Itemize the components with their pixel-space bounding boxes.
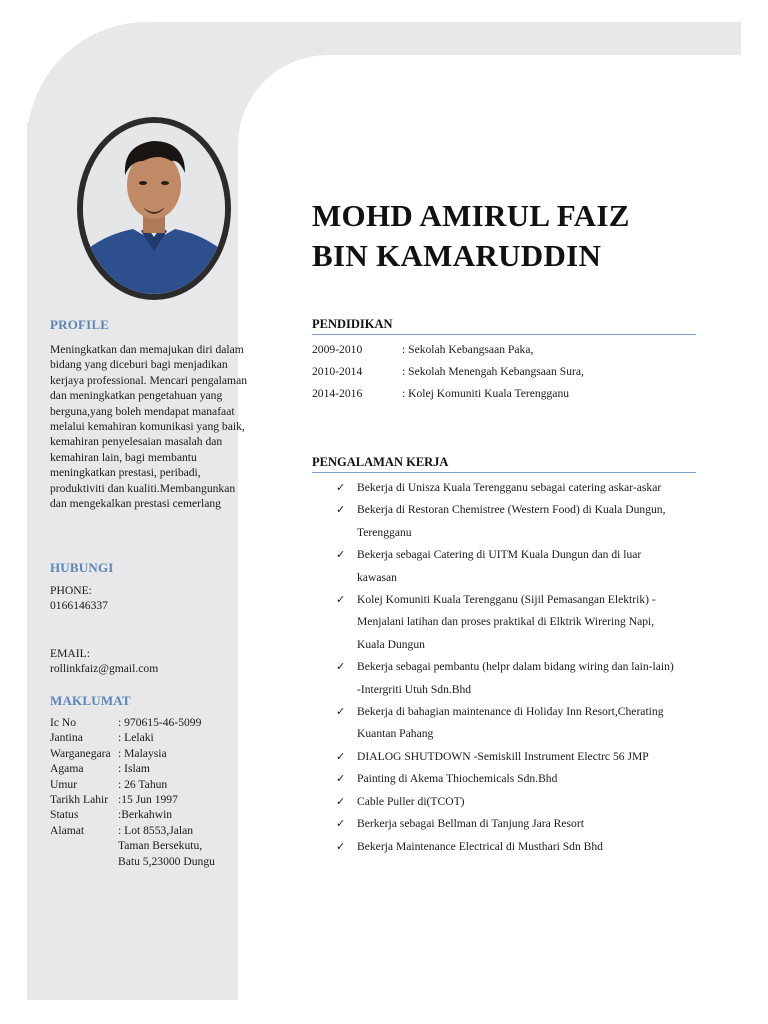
experience-item: ✓ DIALOG SHUTDOWN -Semiskill Instrument Electrc 56 JMP xyxy=(330,746,700,768)
check-icon: ✓ xyxy=(336,593,346,607)
contact-heading: HUBUNGI xyxy=(50,560,114,575)
info-row: Umur : 26 Tahun xyxy=(50,777,168,791)
check-icon: ✓ xyxy=(336,817,346,831)
info-row: Taman Bersekutu, xyxy=(118,839,203,853)
page-title: MOHD AMIRUL FAIZ BIN KAMARUDDIN xyxy=(312,198,630,273)
info-row: Warganegara : Malaysia xyxy=(50,746,167,760)
email-label: EMAIL: xyxy=(50,647,90,660)
experience-list xyxy=(330,477,700,858)
experience-heading: PENGALAMAN KERJA xyxy=(312,455,449,469)
education-item: 2010-2014 : Sekolah Menengah Kebangsaan Sura, xyxy=(312,365,584,378)
email-block xyxy=(50,646,158,677)
check-icon: ✓ xyxy=(336,749,346,763)
info-row: Alamat : Lot 8553,Jalan xyxy=(50,823,194,837)
info-row: Agama : Islam xyxy=(50,762,150,776)
experience-item: ✓ Bekerja sebagai pembantu (helpr dalam bidang wiring dan lain-lain) -Intergriti Utuh Sdn.Bhd xyxy=(330,656,700,701)
info-row: Ic No : 970615-46-5099 xyxy=(50,716,202,729)
experience-item: ✓ Bekerja sebagai Catering di UITM Kuala Dungun dan di luar kawasan xyxy=(330,544,700,589)
experience-item: ✓ Kolej Komuniti Kuala Terengganu (Sijil Pemasangan Elektrik) - Menjalani latihan dan proses praktikal di Elktrik Wirering Napi, Kuala Dungun xyxy=(330,589,700,656)
experience-item: ✓ Berkerja sebagai Bellman di Tanjung Jara Resort xyxy=(330,813,700,835)
info-heading: MAKLUMAT xyxy=(50,693,131,708)
check-icon: ✓ xyxy=(336,660,346,674)
phone-label: PHONE: xyxy=(50,584,92,597)
education-item: 2009-2010 : Sekolah Kebangsaan Paka, xyxy=(312,343,534,356)
info-row: Jantina : Lelaki xyxy=(50,731,154,745)
info-row: Tarikh Lahir :15 Jun 1997 xyxy=(50,793,178,807)
check-icon: ✓ xyxy=(336,481,346,494)
check-icon: ✓ xyxy=(336,548,346,562)
phone-value[interactable]: 0166146337 xyxy=(50,599,108,613)
info-row: Status :Berkahwin xyxy=(50,808,173,822)
profile-text: Meningkatkan dan memajukan diri dalam bidang yang diceburi bagi menjadikan kerjaya professional. Mencari pengalaman dan meningkatkan pengetahuan yang berguna,yang boleh mendapat manafaat melalui kemahiran komunikasi yang baik, kemahiran penyelesaian masalah dan kemahiran lain, bagi membantu meningkatkan prestasi, peribadi, produktiviti dan kualiti.Membangunkan dan mengekalkan prestasi cemerlang xyxy=(50,343,248,511)
experience-item: ✓ Bekerja di Restoran Chemistree (Western Food) di Kuala Dungun, Terengganu xyxy=(330,499,700,544)
experience-item: ✓ Bekerja di bahagian maintenance di Holiday Inn Resort,Cherating Kuantan Pahang xyxy=(330,701,700,746)
check-icon: ✓ xyxy=(336,839,346,853)
education-item: 2014-2016 : Kolej Komuniti Kuala Terengganu xyxy=(312,387,570,400)
education-heading: PENDIDIKAN xyxy=(312,317,393,331)
check-icon: ✓ xyxy=(336,772,346,786)
avatar xyxy=(83,123,225,294)
check-icon: ✓ xyxy=(336,794,346,808)
experience-item: ✓ Bekerja Maintenance Electrical di Musthari Sdn Bhd xyxy=(330,836,700,858)
email-value[interactable]: rollinkfaiz@gmail.com xyxy=(50,662,159,676)
experience-item: ✓ Painting di Akema Thiochemicals Sdn.Bhd xyxy=(330,768,700,790)
info-table xyxy=(50,715,215,869)
phone-block xyxy=(50,583,108,614)
education-divider xyxy=(312,334,696,335)
experience-divider xyxy=(312,472,696,473)
experience-item: ✓ Bekerja di Unisza Kuala Terengganu sebagai catering askar-askar xyxy=(330,477,700,499)
check-icon: ✓ xyxy=(336,705,346,719)
check-icon: ✓ xyxy=(336,503,346,517)
profile-heading: PROFILE xyxy=(50,317,110,332)
experience-item: ✓ Cable Puller di(TCOT) xyxy=(330,791,700,813)
info-row: Batu 5,23000 Dungu xyxy=(118,854,215,868)
